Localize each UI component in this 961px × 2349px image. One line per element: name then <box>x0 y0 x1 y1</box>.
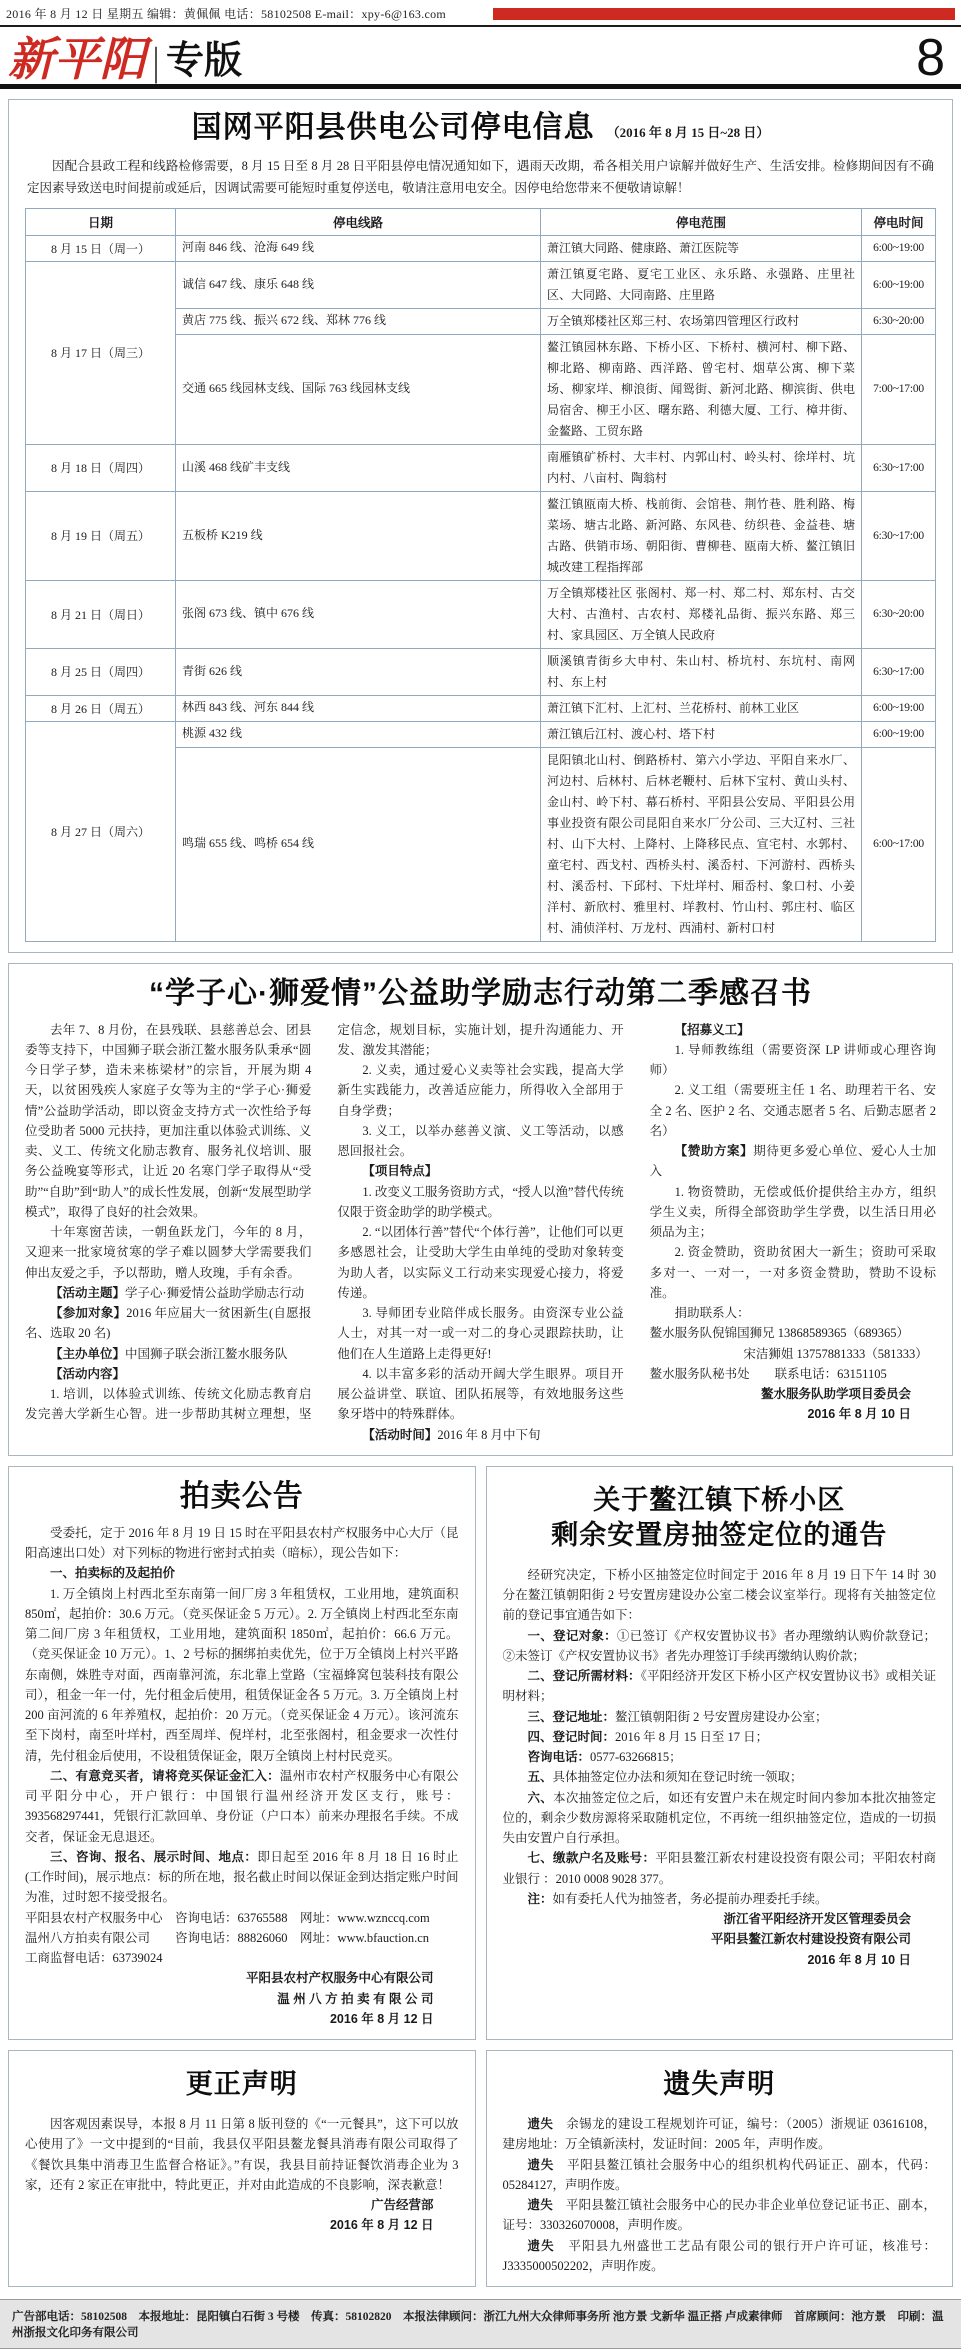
outage-range-cell: 鳌江镇瓯南大桥、栈前街、会馆巷、荆竹巷、胜利路、梅菜场、塘古北路、新河路、东风巷、纺织巷、金益巷、塘古路、供销市场、朝阳街、曹柳巷、瓯南大桥、鳌江镇旧城改建工程指挥部 <box>541 491 862 580</box>
outage-line-cell: 青街 626 线 <box>176 648 541 695</box>
outage-table-header-row <box>26 208 936 235</box>
correction-paragraph: 2016 年 8 月 12 日 <box>329 2218 434 2233</box>
outage-row <box>26 444 936 491</box>
page-number: 8 <box>916 29 945 87</box>
campaign-paragraph: 1. 培训，以体验式训练、传统文化励志教育启发完善大学新生心智。进一步帮助其树立理想，坚定信念，规划目标，实施计划，提升沟通能力、开发、激发其潜能； <box>25 1022 624 1422</box>
outage-range-cell: 萧江镇后江村、渡心村、塔下村 <box>541 721 862 747</box>
outage-time-cell: 6:30~17:00 <box>862 444 936 491</box>
outage-time-cell: 7:00~17:00 <box>862 334 936 444</box>
outage-range-cell: 南雁镇矿桥村、大丰村、内郭山村、岭头村、徐垟村、坑内村、八亩村、陶翁村 <box>541 444 862 491</box>
outage-row <box>26 695 936 721</box>
outage-title: 国网平阳县供电公司停电信息 <box>191 110 595 144</box>
outage-range-cell: 顺溪镇青街乡大申村、朱山村、桥坑村、东坑村、南网村、东上村 <box>541 648 862 695</box>
campaign-paragraph: 3. 导师团专业陪伴成长服务。由资深专业公益人士，对其一对一或一对二的身心灵跟踪扶助，让他们在人生道路上走得更好! <box>337 1306 624 1361</box>
middle-two-column-row <box>8 1466 953 2040</box>
outage-row <box>26 261 936 308</box>
correction-statement-box <box>8 2050 476 2287</box>
campaign-paragraph: 2016 年 8 月 10 日 <box>807 1407 911 1422</box>
relocation-paragraph: 一、登记对象：①已签订《产权安置协议书》者办理缴纳认购价款登记；②未签订《产权安置协议书》者先办理签订手续再缴纳认购价款； <box>502 1628 936 1663</box>
outage-row <box>26 491 936 580</box>
outage-line-cell: 交通 665 线园林支线、国际 763 线园林支线 <box>176 334 541 444</box>
outage-time-cell: 6:30~20:00 <box>862 580 936 648</box>
outage-time-cell: 6:00~17:00 <box>862 747 936 941</box>
relocation-paragraph: 七、缴款户名及账号：平阳县鳌江新农村建设投资有限公司；平阳农村商业银行 ：2010 0008 9028 377。 <box>502 1851 936 1886</box>
outage-range-cell: 萧江镇下汇村、上汇村、兰花桥村、前林工业区 <box>541 695 862 721</box>
auction-notice-box <box>8 1466 476 2040</box>
loss-entry: 遗失 余锡龙的建设工程规划许可证，编号：（2005）浙规证 03616108，建房地址：万全镇新渎村，发证时间：2005 年，声明作废。 <box>502 2117 936 2152</box>
relocation-paragraph: 平阳县鳌江新农村建设投资有限公司 <box>710 1932 911 1947</box>
outage-time-cell: 6:00~19:00 <box>862 261 936 308</box>
outage-column-header: 停电范围 <box>541 208 862 235</box>
campaign-paragraph: 1. 物资赞助，无偿或低价提供给主办方，组织学生义卖，所得全部资助学生学费，以生活日用必须品为主； <box>649 1184 936 1240</box>
campaign-title: “学子心·狮爱情”公益助学励志行动第二季感召书 <box>149 976 812 1010</box>
outage-range-cell: 昆阳镇北山村、倒路桥村、第六小学边、平阳自来水厂、河边村、后林村、后林老鞭村、后林下宝村、黄山头村、金山村、岭下村、幕石桥村、平阳县公安局、平阳县公用事业投资有限公司昆阳自来水厂分公司、三大辽村、三社村、山下大村、上降村、上降移民点、宣宅村、水郭村、童宅村、西戈村、西桥头村、溪岙村、下河游村、西桥头村、溪岙村、下邱村、下灶垟村、厢岙村、象口村、小姜洋村、新欣村、雅里村、垟教村、竹山村、郭庄村、临区村、浦侦洋村、万龙村、西浦村、新村口村 <box>541 747 862 941</box>
auction-paragraph: 1. 万全镇岗上村西北至东南第一间厂房 3 年租赁权，工业用地，建筑面积 850㎡，起拍价：30.6 万元。（竞买保证金 5 万元）。2. 万全镇岗上村西北至东南第二间厂房 3 年租赁权，工业用地，建筑面积 1850㎡，起拍价：66.6 万元。（竞买保证金 10 万元）。1、2 号标的捆绑拍卖优先，位于万全镇岗上村兴平路东南侧，姝胜寺对面，西南靠河流，东北靠上堂路（宝福蜂窝包装科技有限公司），租金一年一付，先付租金后使用，租赁保证金各 5 万元。3. 万全镇岗上村 200 亩河流的 6 年养殖权，起拍价：20 万元。（竞买保证金 4 万元）。该河流东至下岗村，南至叶垟村，西至周垟、倪垟村，北至张阁村，租金要求一次性付清，先付租金后使用，不设租赁保证金，限万全镇岗上村村民竞买。 <box>25 1586 459 1763</box>
correction-body <box>25 2114 459 2236</box>
campaign-paragraph: 4. 以丰富多彩的活动开阔大学生眼界。项目开展公益讲堂、联谊、团队拓展等，有效地服务这些象牙塔中的特殊群体。 <box>337 1366 624 1422</box>
outage-range-cell: 万全镇郑楼社区郑三村、农场第四管理区行政村 <box>541 308 862 334</box>
auction-paragraph: 三、咨询、报名、展示时间、地点：即日起至 2016 年 8 月 18 日 16 时止(工作时间)，展示地点：标的所在地，报名截止时间以保证金到达指定账户时间为准，过时恕不接受报名。 <box>25 1849 459 1905</box>
outage-date-cell: 8 月 21 日（周日） <box>26 580 176 648</box>
relocation-paragraph: 三、登记地址：鳌江镇朝阳街 2 号安置房建设办公室； <box>527 1709 828 1724</box>
relocation-title-line1: 关于鳌江镇下桥小区 <box>593 1484 846 1515</box>
outage-row <box>26 648 936 695</box>
outage-time-cell: 6:30~17:00 <box>862 491 936 580</box>
loss-statement-box <box>486 2050 954 2287</box>
outage-column-header: 日期 <box>26 208 176 235</box>
red-accent-bar <box>493 8 955 20</box>
outage-date-cell: 8 月 19 日（周五） <box>26 491 176 580</box>
campaign-paragraph: 鳌水服务队助学项目委员会 <box>760 1387 911 1402</box>
outage-date-range: （2016 年 8 月 15 日~28 日） <box>606 124 770 140</box>
relocation-paragraph: 经研究决定，下桥小区抽签定位时间定于 2016 年 8 月 19 日下午 14 时 30 分在鳌江镇朝阳街 2 号安置房建设办公室二楼会议室举行。现将有关抽签定位前的登记事宜通告如下： <box>502 1567 936 1623</box>
relocation-paragraph: 五、具体抽签定位办法和须知在登记时统一领取； <box>527 1770 803 1785</box>
campaign-paragraph: 捐助联系人： <box>674 1306 750 1321</box>
edition-info: 2016 年 8 月 12 日 星期五 编辑：黄佩佩 电话：58102508 E-mail：xpy-6@163.com <box>6 7 447 21</box>
auction-paragraph: 2016 年 8 月 12 日 <box>329 2011 434 2026</box>
auction-paragraph: 温 州 八 方 拍 卖 有 限 公 司 <box>277 1991 434 2006</box>
relocation-body <box>503 1565 937 1970</box>
masthead <box>0 27 961 89</box>
campaign-paragraph: 【招募义工】 <box>674 1022 750 1037</box>
outage-line-cell: 诚信 647 线、康乐 648 线 <box>176 261 541 308</box>
outage-intro: 因配合县政工程和线路检修需要，8 月 15 日至 8 月 28 日平阳县停电情况通知如下，遇雨天改期，希各相关用户谅解并做好生产、生活安排。检修期间因有不确定因素导致送电时间提前或延后，因调试需要可能短时重复停送电，敬请注意用电安全。因停电给您带来不便敬请谅解！ <box>27 158 934 195</box>
outage-time-cell: 6:00~19:00 <box>862 235 936 261</box>
outage-date-cell: 8 月 17 日（周三） <box>26 261 176 444</box>
auction-paragraph: 二、有意竞买者，请将竞买保证金汇入：温州市农村产权服务中心有限公司平阳分中心，开户银行：中国银行温州经济开发区支行，账号：393568297441，凭银行汇款回单、身份证（户口本）前来办理报名手续。不成交者，保证金无息退还。 <box>25 1768 459 1844</box>
page-footer <box>0 2299 961 2349</box>
campaign-paragraph: 【赞助方案】期待更多爱心单位、爱心人士加入 <box>649 1144 936 1179</box>
outage-date-cell: 8 月 15 日（周一） <box>26 235 176 261</box>
campaign-paragraph: 【活动时间】2016 年 8 月中下旬 <box>362 1427 541 1442</box>
relocation-paragraph: 2016 年 8 月 10 日 <box>807 1952 911 1967</box>
outage-time-cell: 6:30~17:00 <box>862 648 936 695</box>
campaign-paragraph: 2. 义工组（需要班主任 1 名、助理若干名、安全 2 名、医护 2 名、交通志愿者 5 名、后勤志愿者 2 名） <box>649 1083 936 1138</box>
loss-entry: 遗失 平阳县九州盛世工艺品有限公司的银行开户许可证，核准号：J3335000502202，声明作废。 <box>502 2238 936 2273</box>
outage-time-cell: 6:30~20:00 <box>862 308 936 334</box>
auction-paragraph: 温州八方拍卖有限公司 咨询电话：88826060 网址：www.bfauction.cn <box>25 1930 430 1945</box>
loss-entry: 遗失 平阳县鳌江镇社会服务中心的民办非企业单位登记证书正、副本，证号：330326070008，声明作废。 <box>502 2198 936 2233</box>
outage-column-header: 停电时间 <box>862 208 936 235</box>
auction-paragraph: 工商监督电话：63739024 <box>25 1951 163 1966</box>
relocation-paragraph: 咨询电话：0577-63266815； <box>527 1750 682 1765</box>
outage-range-cell: 鳌江镇园林东路、下桥小区、下桥村、横河村、柳下路、柳北路、柳南路、西洋路、曾宅村、烟草公寓、柳下菜场、柳家垟、柳浪街、闻鸳街、新河北路、柳滨街、供电局宿舍、柳王小区、曙东路、利德大厦、工行、樟井街、金鳌路、工贸东路 <box>541 334 862 444</box>
campaign-paragraph: 【活动内容】 <box>50 1366 126 1381</box>
auction-paragraph: 平阳县农村产权服务中心 咨询电话：63765588 网址：www.wznccq.com <box>25 1910 430 1925</box>
loss-body <box>503 2114 937 2276</box>
auction-paragraph: 平阳县农村产权服务中心有限公司 <box>245 1971 434 1986</box>
relocation-paragraph: 浙江省平阳经济开发区管理委员会 <box>723 1912 911 1927</box>
campaign-paragraph: 1. 改变义工服务资助方式，“授人以渔”替代传统仅限于资金助学的助学模式。 <box>337 1184 624 1219</box>
outage-range-cell: 萧江镇大同路、健康路、萧江医院等 <box>541 235 862 261</box>
campaign-paragraph: 【活动主题】学子心·狮爱情公益助学励志行动 <box>50 1285 305 1300</box>
relocation-title <box>503 1483 937 1553</box>
correction-paragraph: 广告经营部 <box>370 2198 434 2213</box>
outage-date-cell: 8 月 18 日（周四） <box>26 444 176 491</box>
bottom-two-column-row <box>8 2050 953 2287</box>
outage-time-cell: 6:00~19:00 <box>862 721 936 747</box>
auction-paragraph: 一、拍卖标的及起拍价 <box>50 1566 176 1581</box>
campaign-paragraph: 1. 导师教练组（需要资深 LP 讲师或心理咨询师） <box>649 1042 936 1078</box>
campaign-paragraph: 2. 义卖，通过爱心义卖等社会实践，提高大学新生实践能力，改善适应能力，所得收入全部用于自身学费； <box>337 1063 624 1118</box>
outage-row <box>26 721 936 747</box>
outage-line-cell: 鸣瑞 655 线、鸣桥 654 线 <box>176 747 541 941</box>
footer-text: 广告部电话：58102508 本报地址：昆阳镇白石街 3 号楼 传真：58102820 本报法律顾问：浙江九州大众律师事务所 池方景 戈新华 温正搭 卢成素律师 首席顾问：池方景 印刷：温州浙报文化印务有限公司 <box>12 2311 944 2340</box>
relocation-title-line2: 剩余安置房抽签定位的通告 <box>551 1519 888 1550</box>
outage-range-cell: 萧江镇夏宅路、夏宅工业区、永乐路、永强路、庄里社区、大同路、大同南路、庄里路 <box>541 261 862 308</box>
loss-title: 遗失声明 <box>663 2069 776 2100</box>
campaign-paragraph: 2. “以团体行善”替代“个体行善”，让他们可以更多感恩社会，让受助大学生由单纯的受助对象转变为助人者，以实际义工行动来实现爱心接力，将爱传递。 <box>337 1225 624 1300</box>
correction-paragraph: 因客观因素误导，本报 8 月 11 日第 8 版刊登的《“一元餐具”，这下可以放心使用了》一文中提到的“目前，我县仅平阳县鳌龙餐具消毒有限公司取得了《餐饮具集中消毒卫生监督合格证》。”有误，我县目前持证餐饮消毒企业为 3 家，还有 2 家正在审批中，特此更正，并对由此造成的不良影响，深表歉意！ <box>25 2117 459 2192</box>
campaign-paragraph: 【主办单位】中国狮子联会浙江鳌水服务队 <box>50 1346 288 1361</box>
outage-row <box>26 235 936 261</box>
outage-row <box>26 580 936 648</box>
outage-column-header: 停电线路 <box>176 208 541 235</box>
relocation-paragraph: 六、本次抽签定位之后，如还有安置户未在规定时间内参加本批次抽签定位的，剩余少数房源将采取随机定位，不再统一组织抽签定位，造成的一切损失由安置户自行承担。 <box>502 1790 936 1846</box>
outage-date-cell: 8 月 26 日（周五） <box>26 695 176 721</box>
campaign-paragraph: 3. 义工，以举办慈善义演、义工等活动，以感恩回报社会。 <box>337 1123 624 1159</box>
section-name: 专版 <box>166 39 243 82</box>
relocation-paragraph: 二、登记所需材料：《平阳经济开发区下桥小区产权安置协议书》或相关证明材料； <box>502 1669 936 1704</box>
campaign-paragraph: 宋洁狮姐 13757881333（581333） <box>743 1346 928 1361</box>
campaign-article-box <box>8 963 953 1456</box>
outage-time-cell: 6:00~19:00 <box>862 695 936 721</box>
outage-line-cell: 桃源 432 线 <box>176 721 541 747</box>
campaign-paragraph: 2. 资金赞助，资助贫困大一新生；资助可采取多对一、一对一，一对多资金赞助，赞助不设标准。 <box>649 1245 936 1300</box>
relocation-paragraph: 注：如有委托人代为抽签者，务必提前办理委托手续。 <box>527 1891 828 1906</box>
outage-line-cell: 张阁 673 线、镇中 676 线 <box>176 580 541 648</box>
outage-table <box>25 208 936 942</box>
campaign-paragraph: 鳌水服务队倪锦国狮兄 13868589365（689365） <box>649 1326 910 1341</box>
loss-entry: 遗失 平阳县鳌江镇社会服务中心的组织机构代码证正、副本，代码：05284127，声明作废。 <box>502 2157 936 2192</box>
relocation-paragraph: 四、登记时间：2016 年 8 月 15 日至 17 日； <box>527 1729 769 1744</box>
outage-notice-box <box>8 99 953 953</box>
outage-line-cell: 五板桥 K219 线 <box>176 491 541 580</box>
campaign-paragraph: 去年 7、8 月份，在县残联、县慈善总会、团县委等支持下，中国狮子联会浙江鳌水服务队秉承“圆今日学子梦，造未来栋梁材”的宗旨，开展为期 4 天，以贫困残疾人家庭子女等为主的“学子心·狮爱情”公益助学活动，即以资金支持方式一次性给予每位受助者 5000 元扶持，更加注重以体验式训练、义卖、义工、传统文化励志教育、服务礼仪培训、服务公益晚宴等形式，让近 20 名寒门学子取得从“受助”“自助”到“助人”的成长性发展，创新“发展型助学模式”，取得了良好的社会效果。 <box>25 1022 312 1219</box>
outage-date-cell: 8 月 27 日（周六） <box>26 721 176 941</box>
top-info-bar <box>0 0 961 27</box>
outage-date-cell: 8 月 25 日（周四） <box>26 648 176 695</box>
outage-line-cell: 山溪 468 线矿丰支线 <box>176 444 541 491</box>
outage-line-cell: 黄店 775 线、振兴 672 线、郑林 776 线 <box>176 308 541 334</box>
outage-line-cell: 河南 846 线、沧海 649 线 <box>176 235 541 261</box>
campaign-paragraph: 鳌水服务队秘书处 联系电话：63151105 <box>649 1366 887 1381</box>
campaign-paragraph: 【项目特点】 <box>362 1164 438 1179</box>
campaign-paragraph: 【参加对象】2016 年应届大一贫困新生(自愿报名、选取 20 名) <box>25 1306 312 1341</box>
masthead-separator: | <box>152 38 161 84</box>
auction-title: 拍卖公告 <box>179 1479 304 1513</box>
campaign-body <box>25 1020 936 1445</box>
outage-line-cell: 林西 843 线、河东 844 线 <box>176 695 541 721</box>
relocation-notice-box <box>486 1466 954 2040</box>
newspaper-logo: 新平阳 <box>8 31 146 86</box>
correction-title: 更正声明 <box>185 2069 298 2100</box>
campaign-paragraph: 十年寒窗苦读，一朝鱼跃龙门，今年的 8 月，又迎来一批家境贫寒的学子难以圆梦大学需要我们伸出友爱之手，予以帮助，赠人玫瑰，手有余香。 <box>25 1225 312 1280</box>
auction-body <box>25 1523 459 2029</box>
auction-paragraph: 受委托，定于 2016 年 8 月 19 日 15 时在平阳县农村产权服务中心大厅（昆阳高速出口处）对下列标的物进行密封式拍卖（暗标），现公告如下： <box>25 1525 459 1561</box>
outage-range-cell: 万全镇郑楼社区 张阁村、郑一村、郑二村、郑东村、古交大村、古渔村、古农村、郑楼礼品街、振兴东路、郑三村、家具园区、万全镇人民政府 <box>541 580 862 648</box>
